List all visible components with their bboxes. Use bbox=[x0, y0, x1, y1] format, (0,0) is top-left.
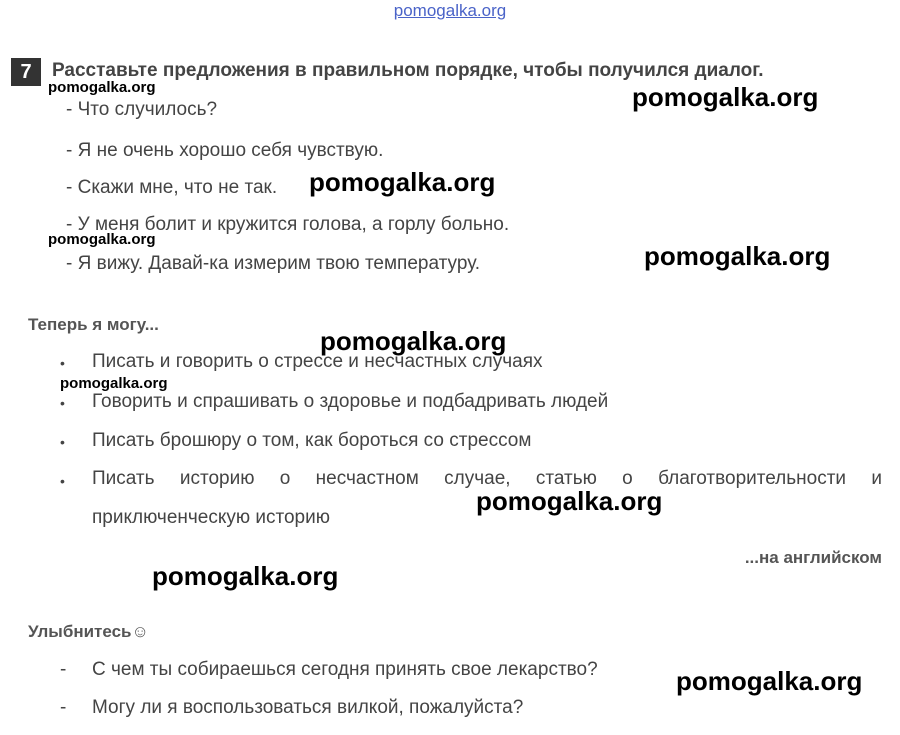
watermark: pomogalka.org bbox=[48, 79, 156, 96]
can-do-item: Писать историю о несчастном случае, статью о благотворительности и bbox=[92, 468, 882, 489]
watermark: pomogalka.org bbox=[48, 231, 156, 248]
watermark: pomogalka.org bbox=[476, 486, 663, 516]
bullet-marker: • bbox=[60, 434, 65, 450]
smile-heading: Улыбнитесь☺ bbox=[28, 622, 149, 641]
watermark: pomogalka.org bbox=[60, 375, 168, 392]
watermark: pomogalka.org bbox=[309, 167, 496, 197]
joke-line: С чем ты собираешься сегодня принять свое лекарство? bbox=[92, 659, 598, 680]
watermark: pomogalka.org bbox=[644, 241, 831, 271]
bullet-marker: • bbox=[60, 355, 65, 371]
watermark: pomogalka.org bbox=[152, 561, 339, 591]
can-do-item: Писать и говорить о стрессе и несчастных случаях bbox=[92, 351, 543, 372]
can-do-item: Писать брошюру о том, как бороться со стрессом bbox=[92, 430, 532, 451]
watermark: pomogalka.org bbox=[632, 82, 819, 112]
can-do-item-continued: приключенческую историю bbox=[92, 507, 330, 528]
language-note: ...на английском bbox=[744, 548, 882, 567]
site-link[interactable]: pomogalka.org bbox=[393, 1, 507, 20]
exercise-number: 7 bbox=[11, 58, 41, 86]
dialog-line: - Что случилось? bbox=[66, 99, 218, 120]
bullet-marker: • bbox=[60, 473, 65, 489]
dialog-line: - Я вижу. Давай-ка измерим твою температуру. bbox=[66, 253, 481, 274]
dash-marker: - bbox=[60, 697, 67, 718]
dash-marker: - bbox=[60, 659, 67, 680]
can-do-heading: Теперь я могу... bbox=[28, 315, 159, 334]
dialog-line: - У меня болит и кружится голова, а горлу больно. bbox=[66, 214, 510, 235]
bullet-marker: • bbox=[60, 395, 65, 411]
exercise-task: Расставьте предложения в правильном порядке, чтобы получился диалог. bbox=[52, 60, 764, 81]
dialog-line: - Скажи мне, что не так. bbox=[66, 177, 278, 198]
watermark: pomogalka.org bbox=[320, 326, 507, 356]
can-do-item: Говорить и спрашивать о здоровье и подбадривать людей bbox=[92, 391, 609, 412]
joke-line: Могу ли я воспользоваться вилкой, пожалуйста? bbox=[92, 697, 524, 718]
watermark: pomogalka.org bbox=[676, 666, 863, 696]
dialog-line: - Я не очень хорошо себя чувствую. bbox=[66, 140, 384, 161]
